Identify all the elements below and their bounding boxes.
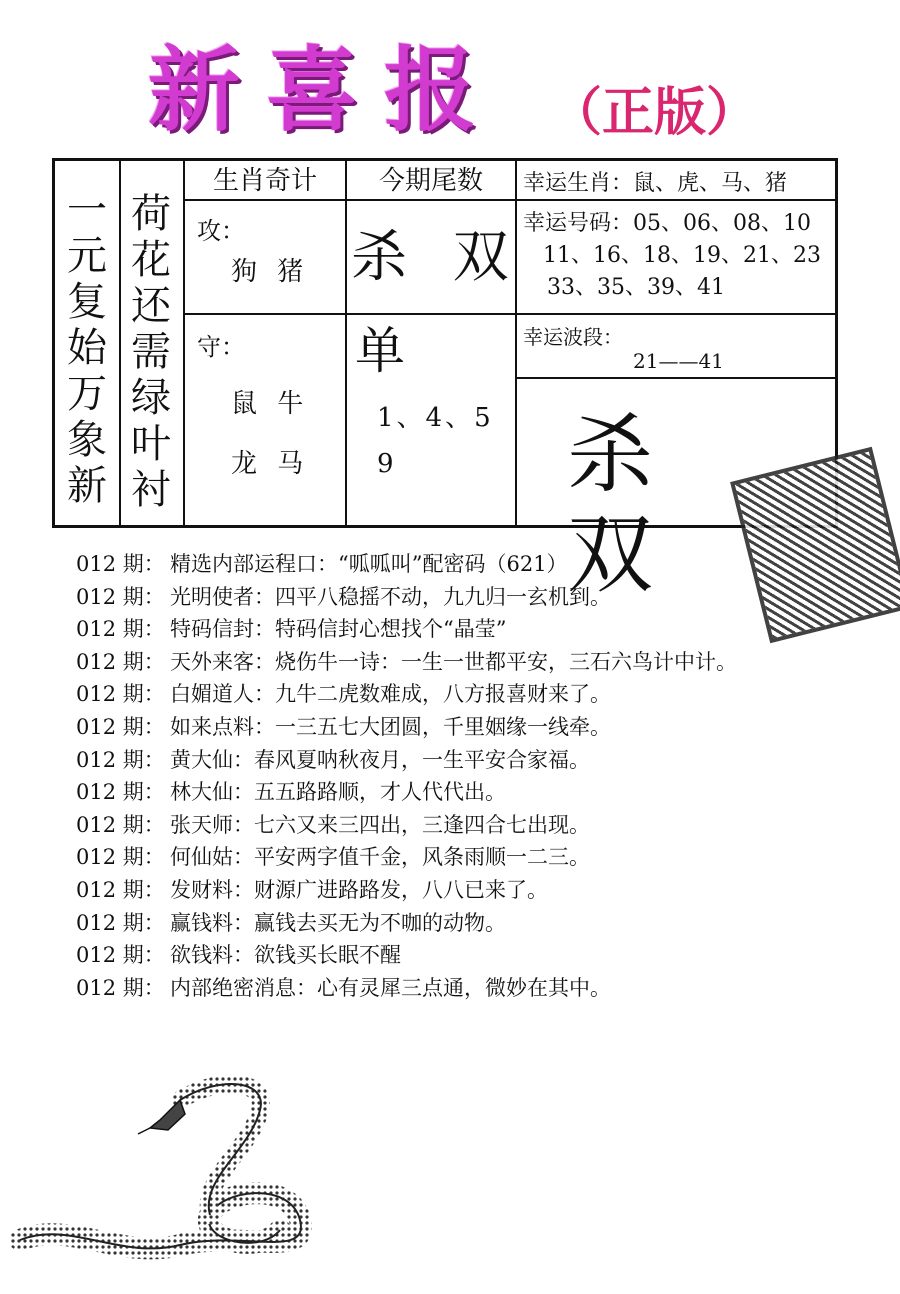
divider (183, 199, 835, 201)
defend-label: 守： (197, 333, 245, 361)
list-item: 012 期： 天外来客：烧伤牛一诗：一生一世都平安，三石六鸟计中计。 (76, 649, 737, 674)
newspaper-title: 新喜报 (148, 36, 503, 144)
tail-kill: 杀 双 (351, 225, 523, 290)
defend-value-1: 鼠 牛 (231, 389, 310, 419)
lucky-numbers-2: 11、16、18、19、21、23 (543, 243, 821, 268)
tail-numbers-2: 9 (377, 449, 394, 479)
list-item: 012 期： 特码信封：特码信封心想找个“晶莹” (76, 617, 507, 642)
divider (345, 161, 347, 525)
big-kill: 杀 双 (567, 405, 683, 605)
lucky-band-label: 幸运波段： (523, 325, 623, 349)
poem-left-1: 一元复始万象新 (67, 187, 107, 509)
poem-left-2: 荷花还需绿叶衬 (131, 191, 171, 513)
list-item: 012 期： 黄大仙：春风夏呐秋夜月，一生平安合家福。 (76, 747, 590, 772)
tail-header: 今期尾数 (378, 166, 483, 196)
lucky-numbers-1: 05、06、08、10 (633, 211, 811, 236)
list-item: 012 期： 发财料：财源广进路路发，八八已来了。 (76, 877, 548, 902)
divider (183, 313, 515, 315)
issue-list (76, 548, 856, 1004)
lucky-band-value: 21——41 (633, 349, 724, 373)
tail-single: 单 (355, 322, 405, 380)
lucky-zodiac: 幸运生肖：鼠、虎、马、猪 (523, 171, 788, 196)
list-item: 012 期： 白媚道人：九牛二虎数难成，八方报喜财来了。 (76, 682, 611, 707)
lucky-numbers-row-1 (523, 209, 811, 239)
lucky-numbers-label: 幸运号码： (523, 211, 634, 236)
defend-value-2: 龙 马 (231, 449, 310, 479)
snake-illustration (10, 1070, 330, 1270)
list-item: 012 期： 林大仙：五五路路顺，才人代代出。 (76, 780, 506, 805)
list-item: 012 期： 张天师：七六又来三四出，三逢四合七出现。 (76, 812, 590, 837)
list-item: 012 期： 内部绝密消息：心有灵犀三点通，微妙在其中。 (76, 975, 611, 1000)
list-item: 012 期： 光明使者：四平八稳摇不动，九九归一玄机到。 (76, 584, 611, 609)
list-item: 012 期： 赢钱料：赢钱去买无为不咖的动物。 (76, 910, 506, 935)
attack-value: 狗 猪 (231, 257, 310, 287)
attack-label: 攻： (197, 217, 245, 245)
divider (119, 161, 121, 525)
list-item: 012 期： 何仙姑：平安两字值千金，风条雨顺一二三。 (76, 845, 590, 870)
list-item: 012 期： 如来点料：一三五七大团圆，千里姻缘一线牵。 (76, 714, 611, 739)
list-item: 012 期： 欲钱料：欲钱买长眠不醒 (76, 943, 401, 968)
divider (515, 161, 517, 525)
list-item: 012 期： 精选内部运程口：“呱呱叫”配密码（621） (76, 552, 568, 576)
divider (515, 313, 835, 315)
edition-label: （正版） (550, 82, 759, 143)
divider (515, 377, 835, 379)
tail-numbers-1: 1、4、5 (377, 403, 494, 433)
zodiac-header: 生肖奇计 (212, 166, 317, 196)
lucky-numbers-3: 33、35、39、41 (547, 275, 725, 300)
masthead (140, 30, 760, 150)
divider (183, 161, 185, 525)
